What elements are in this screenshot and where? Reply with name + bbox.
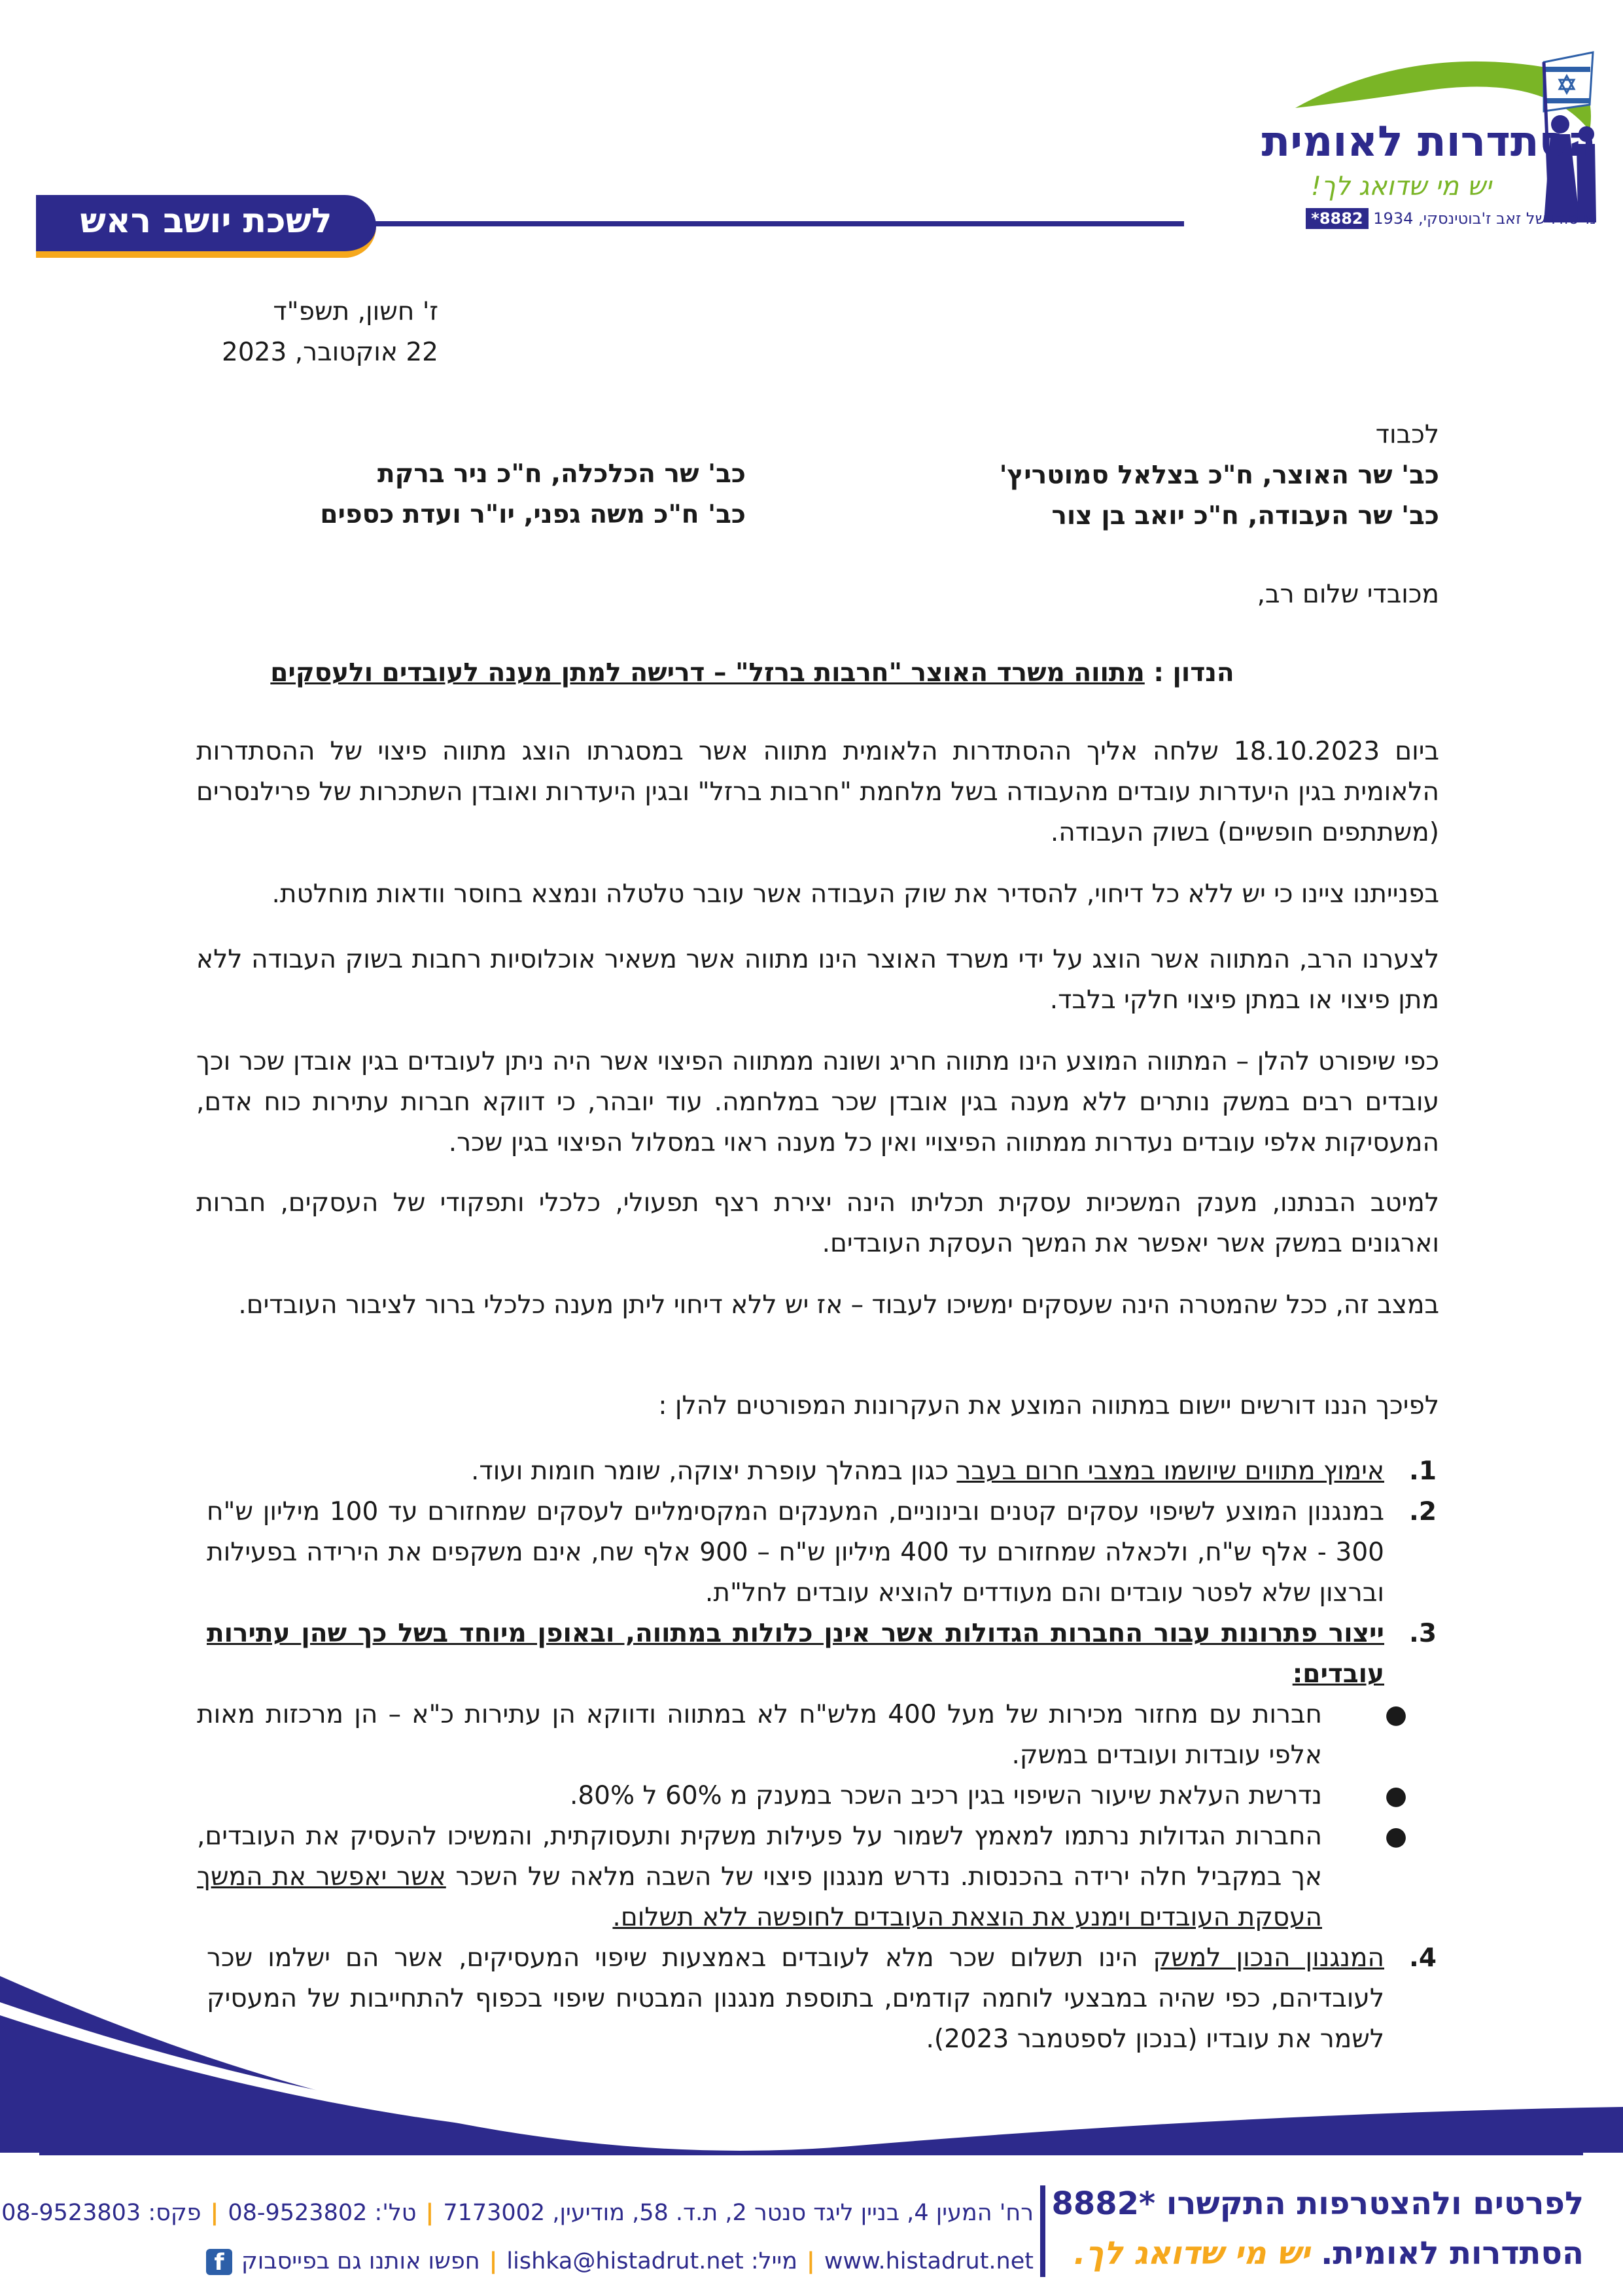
paragraph-3: לצערנו הרב, המתווה אשר הוצג על ידי משרד האוצר הינו מתווה אשר משאיר אוכלוסיות רחבות בשוק העבודה ללא מתן פיצוי או במתן פיצוי חלקי בלבד. [196, 945, 1439, 1015]
paragraph-1: ביום 18.10.2023 שלחה אליך ההסתדרות הלאומית מתווה אשר במסגרתו הוצג מתווה פיצוי של ההסתדרות הלאומית בגין היעדרות עובדים מהעבודה בשל מלחמת "חרבות ברזל" ובגין היעדרות ואובדן השתכרות של פרילנסרים (משתתפים חופשיים) בשוק העבודה. [196, 737, 1440, 847]
list-item-number: 1. [1409, 1457, 1437, 1486]
header-divider-line [366, 221, 1184, 226]
logo-slogan: יש מי שדואג לך! [1310, 171, 1492, 202]
list-item-3 [207, 1614, 1437, 1695]
founded-text: מייסודו של זאב ז'בוטינסקי, 1934 [1373, 209, 1596, 228]
office-title: לשכת יושב ראש [80, 202, 332, 241]
bullet-underlined: אשר יאפשר את המשך העסקת העובדים וימנע את הוצאת העובדים לחופשה ללא תשלום. [197, 1862, 1322, 1932]
list-item-number: 3. [1409, 1619, 1437, 1648]
recipient-finance-committee-chair: כב' ח"כ משה גפני, יו"ר ועדת כספים [320, 500, 746, 529]
footer-wave [0, 1963, 1623, 2179]
date-block [196, 292, 438, 373]
list-item-text: הינו תשלום שכר מלא לעובדים באמצעות שיפוי המעסיקים, אשר הם ישלמו שכר לעובדיהם, כפי שהיה במבצעי לוחמה קודמים, בתוספת מנגנון המבטיח שיפוי בכפוף להתחייבות של המעסיק לשמר את עובדיו (בנכון לספטמבר 2023). [207, 1943, 1384, 2054]
recipient-economy-minister: כב' שר הכלכלה, ח"כ ניר ברקת [377, 459, 746, 489]
footer-email-link[interactable]: מייל: lishka@histadrut.net [506, 2248, 798, 2274]
facebook-icon[interactable]: f [206, 2249, 232, 2275]
footer-address-line: רח' המעין 4, בניין ליגד סנטר 2, ת.ד. 58, מודיעין, 7173002|טל': 08-9523802|פקס: 08-9523803 [1, 2200, 1034, 2226]
footer-contact-heading: לפרטים ולהצטרפות התקשרו *8882 [1051, 2185, 1584, 2222]
footer-website-link[interactable]: www.histadrut.net [824, 2248, 1034, 2274]
footer-facebook-text[interactable]: חפשו אותנו גם בפייסבוק [241, 2248, 480, 2274]
list-item-underlined: ייצור פתרונות עבור החברות הגדולות אשר אינן כלולות במתווה, ובאופן מיוחד בשל כך שהן [301, 1619, 1385, 1648]
subject-line [196, 653, 1308, 694]
footer-phone: טל': 08-9523802 [228, 2200, 417, 2226]
footer-divider-line [39, 2153, 1583, 2155]
bullet-dot: ● [1384, 1781, 1407, 1810]
gregorian-date: 22 אוקטובר, 2023 [222, 338, 438, 367]
footer-slogan: יש מי שדואג לך. [1073, 2235, 1321, 2272]
bullet-text: נדרשת העלאת שיעור השיפוי בגין רכיב השכר במענק מ 60% ל 80%. [569, 1781, 1322, 1810]
bullet-item-1 [197, 1695, 1407, 1776]
phone-short-badge: *8882 [1306, 208, 1368, 229]
bullet-item-2 [197, 1776, 1407, 1816]
bullet-item-3 [197, 1816, 1407, 1938]
list-item-number: 4. [1409, 1943, 1437, 1973]
greeting: מכובדי שלום רב, [1257, 580, 1439, 609]
office-title-tab [36, 195, 376, 258]
list-item-underlined: אימוץ מתווים שיושמו במצבי חרום בעבר [956, 1457, 1384, 1486]
bullet-text: חברות עם מחזור מכירות של מעל 400 מלש"ח לא במתווה ודווקא הן עתירות כ"א – הן מרכזות מאות אלפי עובדות ועובדים במשק. [197, 1700, 1322, 1770]
footer-address: רח' המעין 4, בניין ליגד סנטר 2, ת.ד. 58, מודיעין, 7173002 [443, 2200, 1034, 2226]
list-intro: לפיכך הננו דורשים יישום במתווה המוצע את העקרונות המפורטים להלן : [658, 1391, 1439, 1421]
paragraph-5: למיטב הבנתנו, מענק המשכיות עסקית תכליתו הינה יצירת רצף תפעולי, כלכלי ותפקודי של העסקים, חברות וארגונים במשק אשר יאפשר את המשך העסקת העובדים. [196, 1188, 1439, 1258]
list-item-text: במנגנון המוצע לשיפוי עסקים קטנים ובינוניים, המענקים המקסימליים לעסקים שמחזורם עד 100 מיליון ש"ח 300 - אלף ש"ח, ולכאלה שמחזורם עד 400 מיליון ש"ח – 900 אלף שח, אינם משקפים את הירידה בפעילות וברצון שלא לפטר עובדים והם מעודדים להוציא עובדים לחל"ת. [207, 1497, 1384, 1608]
list-item-2 [207, 1492, 1437, 1614]
list-item-number: 2. [1409, 1497, 1437, 1527]
list-item-text: כגון במהלך עופרת יצוקה, שומר חומות ועוד. [471, 1457, 957, 1486]
bullet-text: החברות הגדולות נרתמו למאמץ לשמור על פעילות משקית ותעסוקתית, והמשיכו להעסיק את העובדים, אך במקביל חלה ירידה בהכנסות. נדרש מנגנון פיצוי של השבה מלאה של השכר [197, 1822, 1322, 1892]
bullet-dot: ● [1384, 1700, 1407, 1729]
recipients-right [949, 415, 1439, 537]
logo-founded-line [1306, 209, 1596, 228]
list-item-underlined-tail: עתירות עובדים: [207, 1619, 1384, 1689]
list-item-1 [220, 1451, 1437, 1492]
recipient-finance-minister: כב' שר האוצר, ח"כ בצלאל סמוטריץ' [999, 461, 1439, 490]
paragraph-4: כפי שיפורט להלן – המתווה המוצע הינו מתווה חריג ושונה ממתווה הפיצוי אשר היה ניתן לעובדים בגין אובדן שכר וכך עובדים רבים במשק נותרים ללא מענה בגין אובדן שכר במלחמה. עוד יובהר, כי דווקא חברות עתירות כוח אדם, המעסיקות אלפי עובדים נעדרות ממתווה הפיצויי ואין כל מענה ראוי במסלול הפיצוי בגין שכר. [196, 1047, 1439, 1157]
footer-org-name: הסתדרות לאומית. [1321, 2235, 1584, 2272]
footer-fax: פקס: 08-9523803 [1, 2200, 201, 2226]
footer-web-line: www.histadrut.net|מייל: lishka@histadrut.net|חפשו אותנו גם בפייסבוקf [39, 2248, 1034, 2275]
subject-label: הנדון : [1153, 658, 1234, 688]
subject-text: מתווה משרד האוצר "חרבות ברזל" – דרישה למתן מענה לעובדים ולעסקים [270, 658, 1145, 688]
logo-org-name: הסתדרות לאומית [1261, 118, 1596, 166]
list-item-underlined: המנגנון הנכון למשק [1153, 1943, 1384, 1973]
recipient-labor-minister: כב' שר העבודה, ח"כ יואב בן צור [1051, 501, 1439, 531]
paragraph-6: במצב זה, ככל שהמטרה הינה שעסקים ימשיכו לעבוד – אז יש ללא דיחוי ליתן מענה כלכלי ברור לציבור העובדים. [238, 1290, 1439, 1320]
paragraph-2: בפנייתנו ציינו כי יש ללא כל דיחוי, להסדיר את שוק העבודה אשר עובר טלטלה ונמצא בחוסר וודאות מוחלטת. [271, 879, 1439, 909]
bullet-dot: ● [1384, 1822, 1407, 1851]
hebrew-date: ז' חשון, תשפ"ד [273, 297, 438, 327]
footer-vertical-divider [1040, 2185, 1045, 2277]
salutation-label: לכבוד [1375, 420, 1439, 450]
organization-logo [1204, 46, 1596, 236]
recipients-left [288, 454, 746, 535]
